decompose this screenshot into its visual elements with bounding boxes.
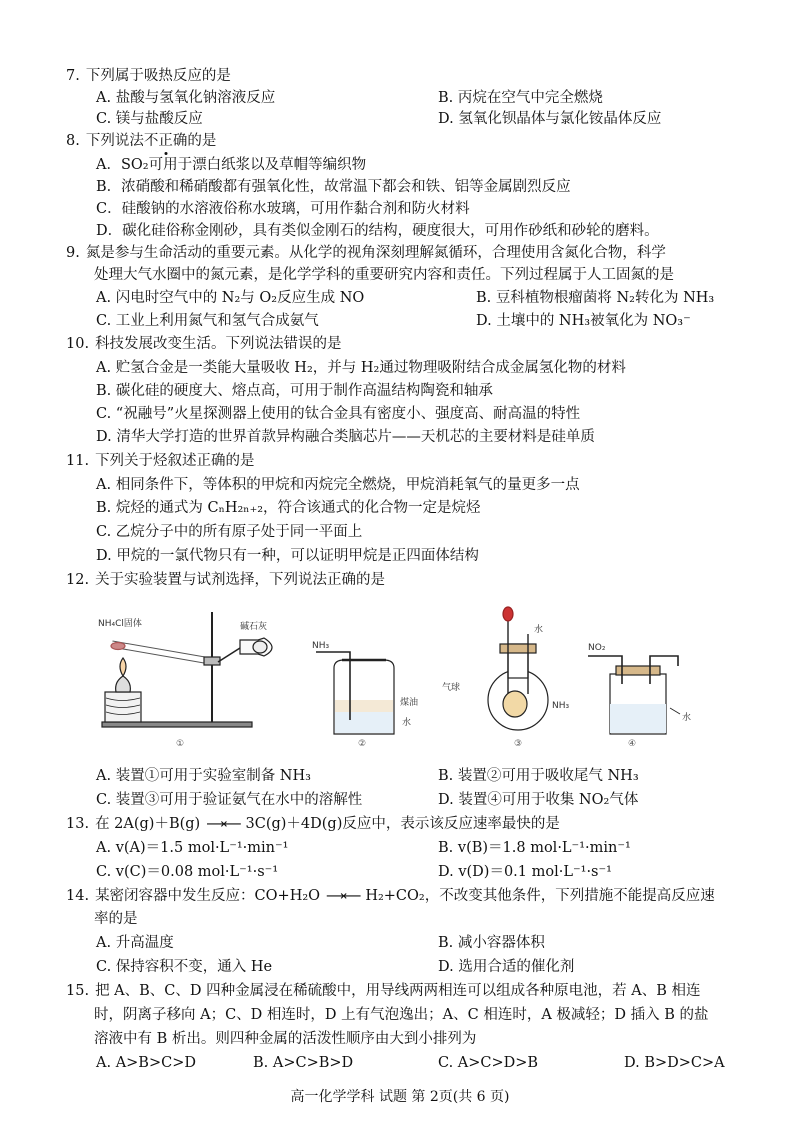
question-8-stem: 8. 下列说法不正确的是 xyxy=(66,133,217,149)
page-footer: 高一化学学科 试题 第 2页(共 6 页) xyxy=(290,1089,510,1105)
q8-option-b: B．浓硝酸和稀硝酸都有强氧化性，故常温下都会和铁、铝等金属剧烈反应 xyxy=(96,179,571,195)
apparatus-svg xyxy=(90,604,720,754)
question-14-stem-cont: 率的是 xyxy=(94,911,138,927)
water-layer xyxy=(335,712,393,733)
alcohol-lamp xyxy=(116,676,131,692)
q7-option-c: C. 镁与盐酸反应 xyxy=(96,111,203,127)
q12-option-d: D. 装置④可用于收集 NO₂气体 xyxy=(438,792,639,808)
q11-option-a: A. 相同条件下，等体积的甲烷和丙烷完全燃烧，甲烷消耗氧气的量更多一点 xyxy=(96,477,580,493)
q7-option-b: B. 丙烷在空气中完全燃烧 xyxy=(438,90,603,106)
clamp xyxy=(204,657,220,665)
q11-option-d: D. 甲烷的一氯代物只有一种，可以证明甲烷是正四面体结构 xyxy=(96,548,479,564)
q13-option-a: A. v(A)＝1.5 mol·L⁻¹·min⁻¹ xyxy=(96,840,289,856)
flame xyxy=(120,658,126,676)
q8-option-c: C．硅酸钠的水溶液俗称水玻璃，可用作黏合剂和防火材料 xyxy=(96,201,470,217)
label-water-2: 水 xyxy=(402,718,412,728)
question-7-stem: 7. 下列属于吸热反应的是 xyxy=(66,68,231,84)
q8-option-d: D．碳化硅俗称金刚砂，具有类似金刚石的结构，硬度很大，可用作砂纸和砂轮的磨料。 xyxy=(96,223,659,239)
q14-option-c: C. 保持容积不变，通入 He xyxy=(96,959,273,975)
q9-option-a: A. 闪电时空气中的 N₂与 O₂反应生成 NO xyxy=(96,290,365,306)
question-14-stem: 14. 某密闭容器中发生反应：CO+H₂O ⟶⟵ H₂+CO₂，不改变其他条件，下列措施不能提高反应速 xyxy=(66,886,715,907)
label-balloon: 气球 xyxy=(442,683,461,693)
nh4cl-solid xyxy=(111,643,125,650)
delivery-tube xyxy=(218,648,240,662)
q14-option-b: B. 减小容器体积 xyxy=(438,935,545,951)
question-11-stem: 11. 下列关于烃叙述正确的是 xyxy=(66,453,255,469)
q15-option-b: B. A>C>B>D xyxy=(253,1055,354,1071)
q9-option-d: D. 土壤中的 NH₃被氧化为 NO₃⁻ xyxy=(476,313,691,329)
q12-option-c: C. 装置③可用于验证氨气在水中的溶解性 xyxy=(96,792,363,808)
wood-block xyxy=(105,692,141,722)
q12-option-b: B. 装置②可用于吸收尾气 NH₃ xyxy=(438,768,639,784)
label-nh3-in: NH₃ xyxy=(312,641,330,651)
equilibrium-arrow-icon: ⟶⟵ xyxy=(206,817,240,832)
q9-option-b: B. 豆科植物根瘤菌将 N₂转化为 NH₃ xyxy=(476,290,715,306)
q9-option-c: C. 工业上利用氮气和氢气合成氨气 xyxy=(96,313,319,329)
q10-option-b: B. 碳化硅的硬度大、熔点高，可用于制作高温结构陶瓷和轴承 xyxy=(96,383,493,399)
q13-option-c: C. v(C)＝0.08 mol·L⁻¹·s⁻¹ xyxy=(96,864,279,880)
question-12-stem: 12. 关于实验装置与试剂选择，下列说法正确的是 xyxy=(66,572,386,588)
q8-option-a: A．SO₂可用于漂白纸浆以及草帽等编织物 xyxy=(96,157,367,173)
question-9-stem-cont: 处理大气水圈中的氮元素，是化学学科的重要研究内容和责任。下列过程属于人工固氮的是 xyxy=(94,267,674,283)
caption-2: ② xyxy=(358,739,367,749)
q14-option-a: A. 升高温度 xyxy=(96,935,174,951)
q13-option-d: D. v(D)＝0.1 mol·L⁻¹·s⁻¹ xyxy=(438,864,612,880)
iron-stand-base xyxy=(102,722,252,727)
q7-option-d: D. 氢氧化钡晶体与氯化铵晶体反应 xyxy=(438,111,662,127)
q13-option-b: B. v(B)＝1.8 mol·L⁻¹·min⁻¹ xyxy=(438,840,631,856)
q10-option-c: C. “祝融号”火星探测器上使用的钛合金具有密度小、强度高、耐高温的特性 xyxy=(96,406,581,422)
question-15-stem-cont-2: 溶液中有 B 析出。则四种金属的活泼性顺序由大到小排列为 xyxy=(94,1031,477,1047)
question-15-stem-cont-1: 时，阴离子移向 A；C、D 相连时，D 上有气泡逸出；A、C 相连时，A 极减轻；D 插入 B 的盐 xyxy=(94,1007,709,1023)
stopper xyxy=(500,644,536,653)
kerosene-layer xyxy=(335,700,393,712)
rubber-bulb xyxy=(503,607,513,621)
q14-option-d: D. 选用合适的催化剂 xyxy=(438,959,575,975)
q7-option-a: A. 盐酸与氢氧化钠溶液反应 xyxy=(96,90,276,106)
question-13-stem: 13. 在 2A(g)＋B(g) ⟶⟵ 3C(g)＋4D(g)反应中，表示该反应速率最快的是 xyxy=(66,814,560,835)
caption-3: ③ xyxy=(514,739,523,749)
label-nh4cl: NH₄Cl固体 xyxy=(98,619,142,629)
q11-option-b: B. 烷烃的通式为 CₙH₂ₙ₊₂，符合该通式的化合物一定是烷烃 xyxy=(96,500,481,516)
apparatus-4 xyxy=(588,656,680,734)
label-kerosene: 煤油 xyxy=(400,698,419,708)
q11-option-c: C. 乙烷分子中的所有原子处于同一平面上 xyxy=(96,524,363,540)
q12-option-a: A. 装置①可用于实验室制备 NH₃ xyxy=(96,768,311,784)
question-9-stem: 9. 氮是参与生命活动的重要元素。从化学的视角深刻理解氮循环，合理使用含氮化合物，科学 xyxy=(66,245,666,261)
label-water-4: 水 xyxy=(682,713,692,723)
caption-4: ④ xyxy=(628,739,637,749)
balloon xyxy=(503,691,527,717)
water-4 xyxy=(610,704,666,733)
emphasis-dot: 正 xyxy=(158,133,173,149)
q10-option-d: D. 清华大学打造的世界首款异构融合类脑芯片——天机芯的主要材料是硅单质 xyxy=(96,429,595,445)
label-water-3: 水 xyxy=(534,625,544,635)
q15-option-c: C. A>C>D>B xyxy=(438,1055,539,1071)
equilibrium-arrow-icon: ⟶⟵ xyxy=(326,889,360,904)
label-no2: NO₂ xyxy=(588,643,606,653)
q15-option-d: D. B>D>C>A xyxy=(624,1055,725,1071)
q10-option-a: A. 贮氢合金是一类能大量吸收 H₂，并与 H₂通过物理吸附结合成金属氢化物的材料 xyxy=(96,360,626,376)
caption-1: ① xyxy=(176,739,185,749)
apparatus-figure xyxy=(90,604,720,754)
label-soda-lime: 碱石灰 xyxy=(240,622,268,632)
label-nh3-flask: NH₃ xyxy=(552,701,570,711)
question-15-stem: 15. 把 A、B、C、D 四种金属浸在稀硫酸中，用导线两两相连可以组成各种原电池，若 A、B 相连 xyxy=(66,983,701,999)
apparatus-2 xyxy=(316,652,394,734)
q15-option-a: A. A>B>C>D xyxy=(96,1055,196,1071)
question-10-stem: 10. 科技发展改变生活。下列说法错误的是 xyxy=(66,336,342,352)
